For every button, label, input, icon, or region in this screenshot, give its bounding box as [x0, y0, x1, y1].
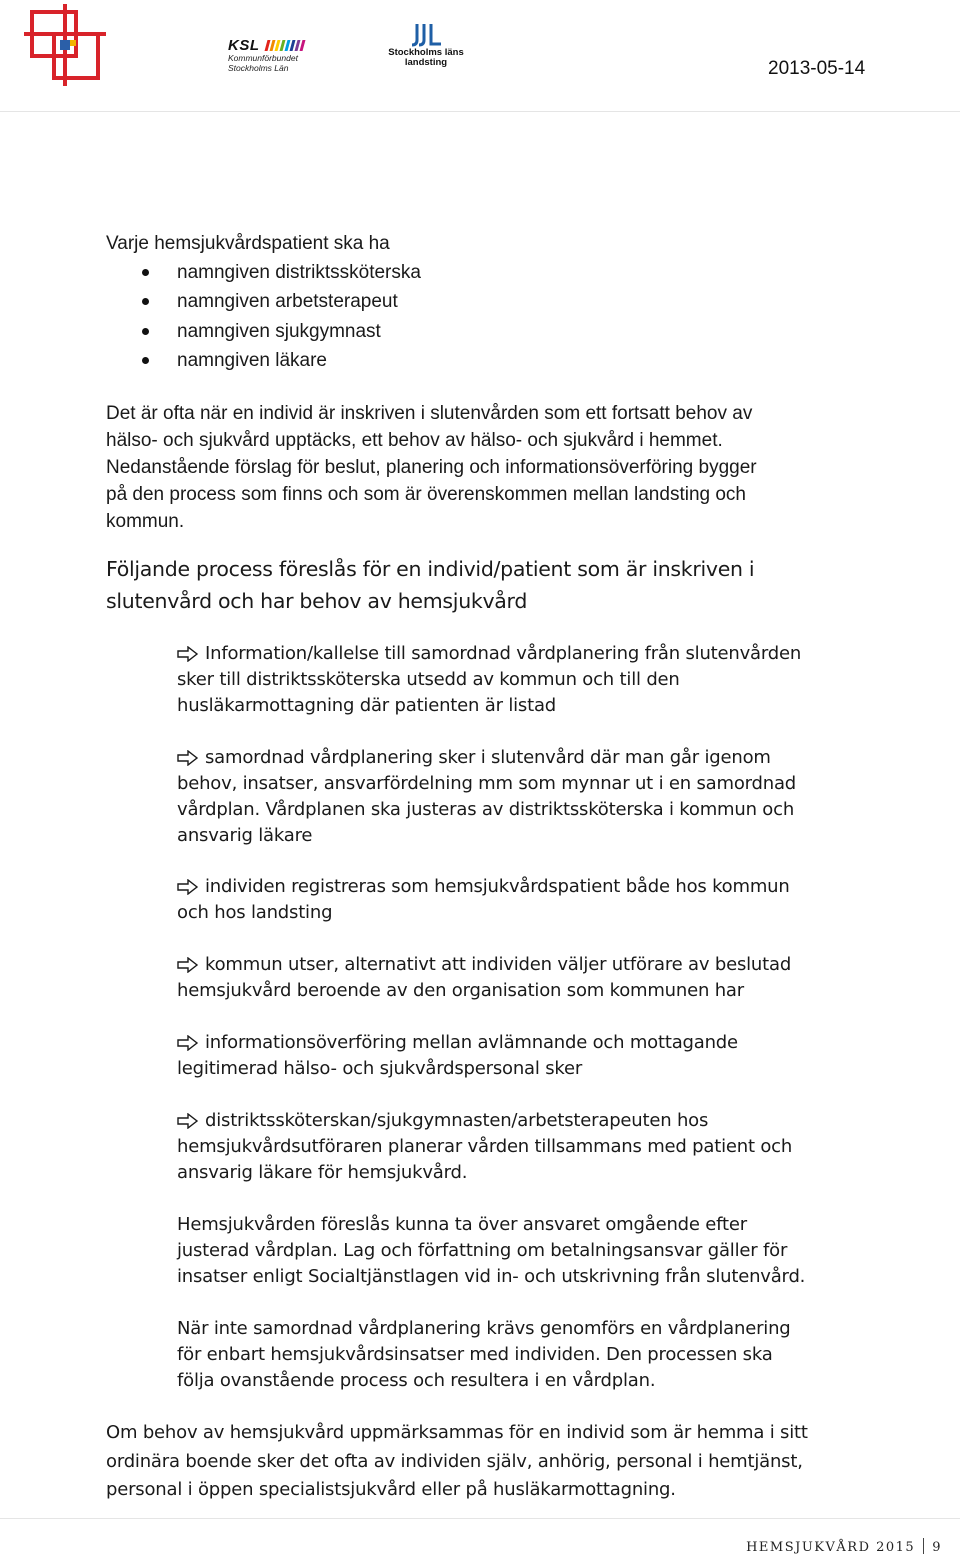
process-step-line: husläkarmottagning där patienten är listad: [177, 695, 557, 716]
process-step-line: hemsjukvård beroende av den organisation som kommunen har: [177, 980, 744, 1001]
page-number: 9: [932, 1540, 942, 1555]
process-step-line: distriktssköterskan/sjukgymnasten/arbetsterapeuten hos: [205, 1110, 709, 1131]
bullet-dot-icon: [142, 357, 149, 364]
hollow-arrow-icon: [177, 1113, 199, 1129]
intro-lead: Varje hemsjukvårdspatient ska ha: [106, 233, 390, 254]
heading-line: Följande process föreslås för en individ/patient som är inskriven i: [106, 557, 755, 581]
paragraph-line: insatser enligt Socialtjänstlagen vid in- och utskrivning från slutenvård.: [177, 1266, 806, 1287]
bullet-dot-icon: [142, 298, 149, 305]
process-step: [177, 874, 867, 926]
process-step-line: Information/kallelse till samordnad vårdplanering från slutenvården: [205, 643, 802, 664]
list-item-text: namngiven läkare: [177, 349, 327, 371]
paragraph-line: När inte samordnad vårdplanering krävs genomförs en vårdplanering: [177, 1318, 791, 1339]
document-date: 2013-05-14: [768, 58, 866, 79]
sll-logo-line2: landsting: [404, 57, 448, 68]
intro-section: [106, 231, 886, 375]
process-step: [177, 641, 867, 719]
sll-logo: [380, 22, 472, 74]
ksl-logo-line2: Stockholms Län: [228, 63, 289, 73]
process-step: [177, 745, 867, 849]
footer-title: HEMSJUKVÅRD 2015: [746, 1540, 916, 1555]
process-step-line: ansvarig läkare: [177, 825, 313, 846]
list-item: [106, 258, 886, 287]
list-item-text: namngiven sjukgymnast: [177, 320, 381, 342]
process-step-line: legitimerad hälso- och sjukvårdspersonal sker: [177, 1058, 583, 1079]
care-planning-paragraph: [177, 1316, 877, 1394]
list-item-text: namngiven distriktssköterska: [177, 262, 421, 283]
paragraph-line: Om behov av hemsjukvård uppmärksammas för en individ som är hemma i sitt: [106, 1422, 808, 1443]
page-footer: [746, 1538, 942, 1555]
process-step: [177, 1030, 867, 1082]
hollow-arrow-icon: [177, 646, 199, 662]
process-step-line: hemsjukvårdsutföraren planerar vården tillsammans med patient och: [177, 1136, 793, 1157]
paragraph-line: på den process som finns och som är överenskommen mellan landsting och: [106, 484, 746, 505]
process-step: [177, 1108, 867, 1186]
process-step-line: individen registreras som hemsjukvårdspatient både hos kommun: [205, 876, 790, 897]
ksl-logo: [228, 37, 320, 77]
paragraph-line: Det är ofta när en individ är inskriven i slutenvården som ett fortsatt behov av: [106, 403, 753, 424]
process-step-line: behov, insatser, ansvarfördelning mm som mynnar ut i en samordnad: [177, 773, 797, 794]
footer-divider: [0, 1518, 960, 1519]
process-step-line: sker till distriktssköterska utsedd av kommun och till den: [177, 669, 680, 690]
process-step-line: informationsöverföring mellan avlämnande och mottagande: [205, 1032, 738, 1053]
process-step-line: och hos landsting: [177, 902, 333, 923]
page-header: [0, 0, 960, 112]
list-item: [106, 287, 886, 316]
heading-line: slutenvård och har behov av hemsjukvård: [106, 589, 528, 613]
paragraph-line: justerad vårdplan. Lag och författning om betalningsansvar gäller för: [177, 1240, 788, 1261]
bullet-dot-icon: [142, 328, 149, 335]
closing-paragraph: [106, 1419, 896, 1505]
paragraph-line: Nedanstående förslag för beslut, planering och informationsöverföring bygger: [106, 457, 757, 478]
ksl-logo-line1: Kommunförbundet: [228, 53, 298, 63]
sll-logo-line1: Stockholms läns: [388, 47, 464, 58]
process-step-line: ansvarig läkare för hemsjukvård.: [177, 1162, 468, 1183]
footer-separator: [923, 1538, 924, 1554]
list-item: [106, 346, 886, 375]
header-divider: [0, 111, 960, 112]
paragraph-line: hälso- och sjukvård upptäcks, ett behov av hälso- och sjukvård i hemmet.: [106, 430, 723, 451]
hollow-arrow-icon: [177, 1035, 199, 1051]
hollow-arrow-icon: [177, 879, 199, 895]
staff-list: [106, 258, 886, 375]
paragraph-line: ordinära boende sker det ofta av individen själv, anhörig, personal i hemtjänst,: [106, 1450, 803, 1472]
process-step-line: samordnad vårdplanering sker i slutenvård där man går igenom: [205, 747, 771, 768]
process-step-line: kommun utser, alternativt att individen väljer utförare av beslutad: [205, 954, 792, 975]
process-step-line: vårdplan. Vårdplanen ska justeras av distriktssköterska i kommun och: [177, 799, 795, 820]
paragraph-line: kommun.: [106, 511, 185, 532]
ksl-logo-bars-icon: [266, 40, 304, 51]
list-item: [106, 317, 886, 346]
hollow-arrow-icon: [177, 750, 199, 766]
paragraph-line: följa ovanstående process och resultera i en vårdplan.: [177, 1370, 656, 1391]
list-item-text: namngiven arbetsterapeut: [177, 291, 398, 313]
ksl-logo-name: KSL: [228, 36, 260, 54]
process-heading: [106, 553, 866, 617]
municipal-emblem-icon: [24, 4, 106, 86]
hollow-arrow-icon: [177, 957, 199, 973]
paragraph-line: Hemsjukvården föreslås kunna ta över ansvaret omgående efter: [177, 1214, 747, 1235]
bullet-dot-icon: [142, 269, 149, 276]
paragraph-line: personal i öppen specialistsjukvård eller på husläkarmottagning.: [106, 1479, 676, 1500]
takeover-paragraph: [177, 1212, 877, 1290]
process-step: [177, 952, 867, 1004]
sll-logo-icon: [409, 22, 443, 48]
background-paragraph: [106, 400, 886, 535]
paragraph-line: för enbart hemsjukvårdsinsatser med individen. Den processen ska: [177, 1344, 773, 1365]
